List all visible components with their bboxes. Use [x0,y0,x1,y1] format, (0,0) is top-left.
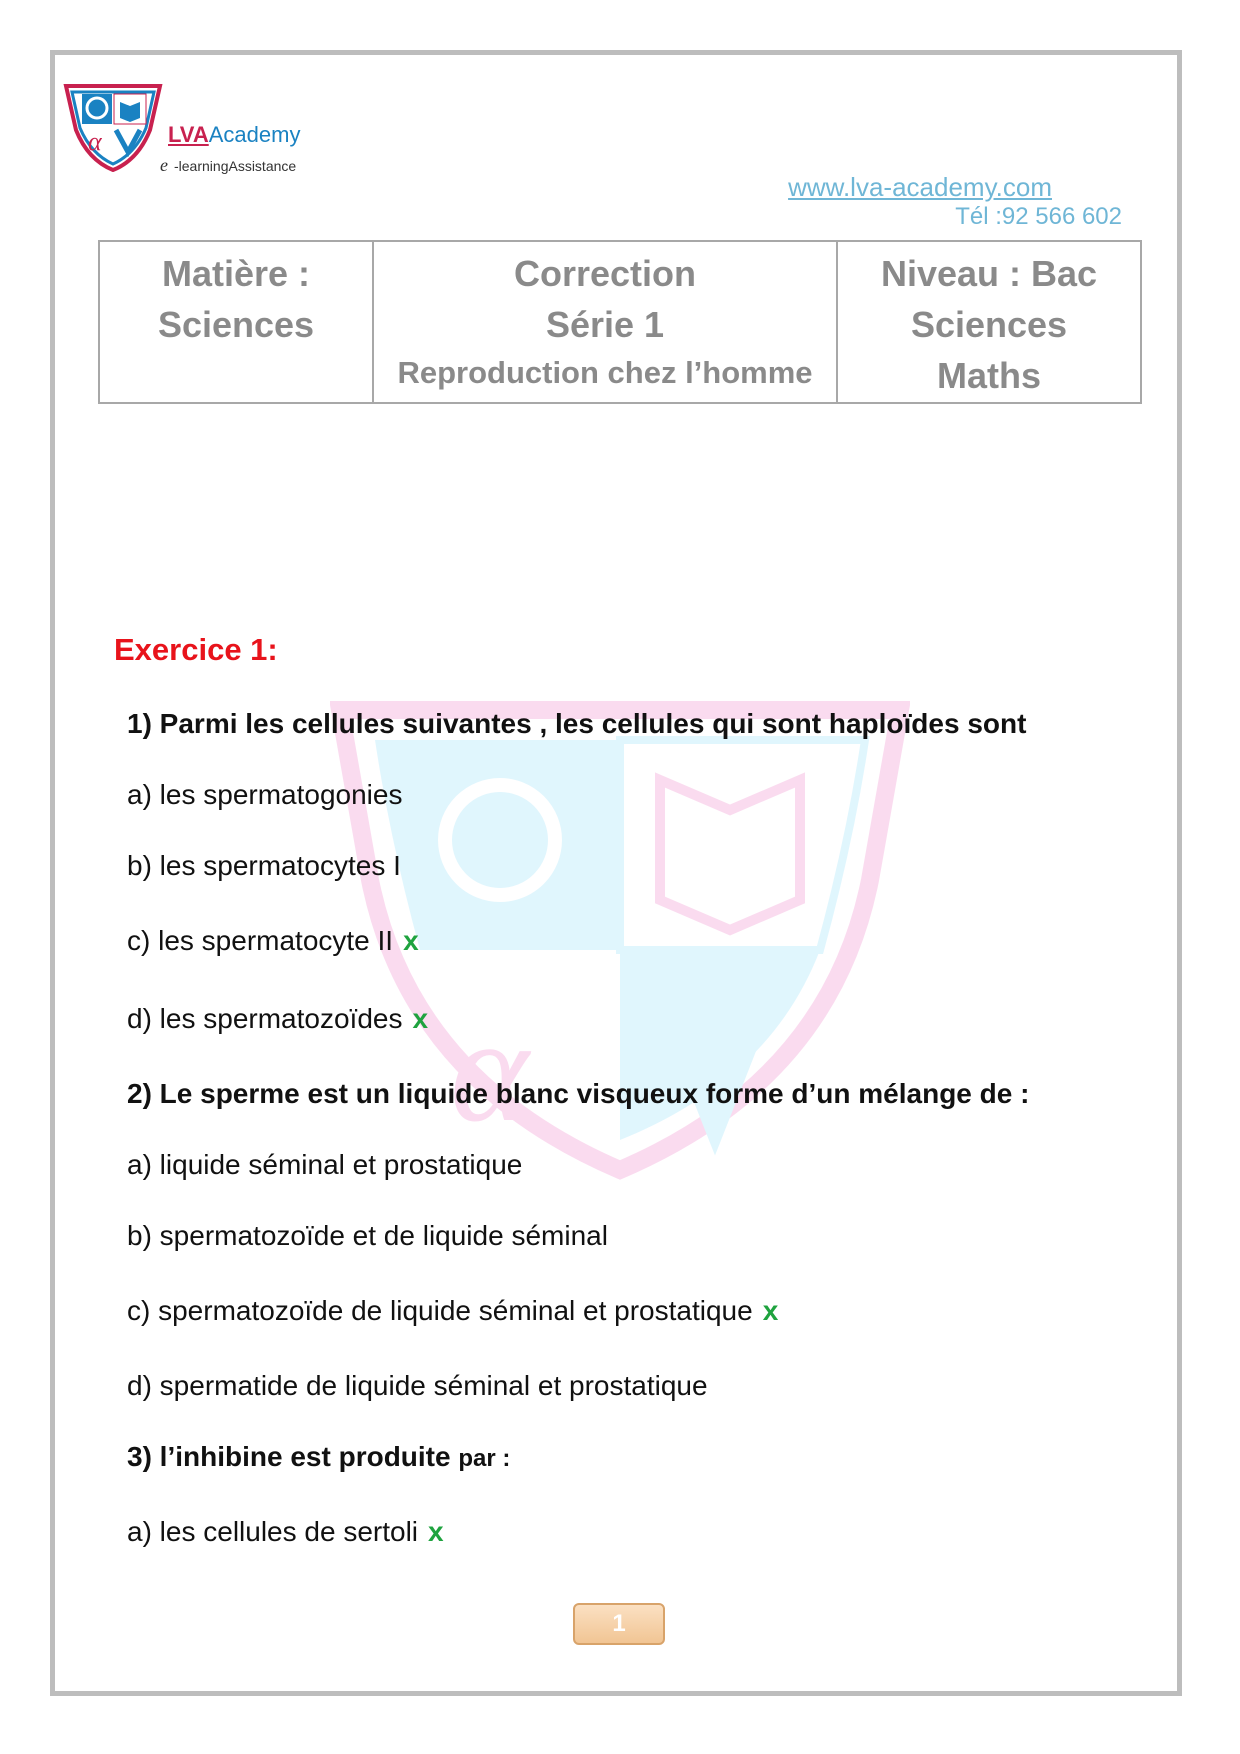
q2-option-c: c) spermatozoïde de liquide séminal et prostatique x [127,1295,779,1326]
lva-academy-logo [58,80,168,172]
q2-option-b: b) spermatozoïde et de liquide séminal [127,1220,608,1251]
question-3: 3) l’inhibine est produite par : [127,1441,511,1472]
brand-tagline: e -learningAssistance [160,155,297,175]
question-2: 2) Le sperme est un liquide blanc visqueux forme d’un mélange de : [127,1078,1030,1109]
correct-mark: x [412,1003,429,1034]
brand-name: LVAAcademy [168,122,301,147]
header-table [98,240,1142,404]
correct-mark: x [762,1295,779,1326]
q3-option-a: a) les cellules de sertoli x [127,1516,444,1547]
correct-mark: x [403,925,419,956]
level-cell: Niveau : Bac Sciences Maths [837,241,1141,403]
q2-option-a: a) liquide séminal et prostatique [127,1149,523,1180]
q2-option-d: d) spermatide de liquide séminal et prostatique [127,1370,708,1401]
title-cell: Correction Série 1 Reproduction chez l’homme [373,241,837,403]
q1-option-a: a) les spermatogonies [127,779,403,810]
q1-option-d: d) les spermatozoïdes x [127,1003,429,1034]
q1-option-c: c) les spermatocyte II x [127,925,419,956]
correct-mark: x [428,1516,444,1547]
subject-cell: Matière : Sciences [99,241,373,403]
q1-option-b: b) les spermatocytes I [127,850,401,881]
phone-number: Tél :92 566 602 [955,203,1122,230]
website-link[interactable]: www.lva-academy.com [788,172,1052,202]
svg-text:α: α [450,987,529,1153]
svg-text:α: α [88,127,102,156]
page-number: 1 [573,1603,665,1645]
exercise-title: Exercice 1: [114,632,278,667]
question-1: 1) Parmi les cellules suivantes , les cellules qui sont haploïdes sont [127,708,1027,739]
